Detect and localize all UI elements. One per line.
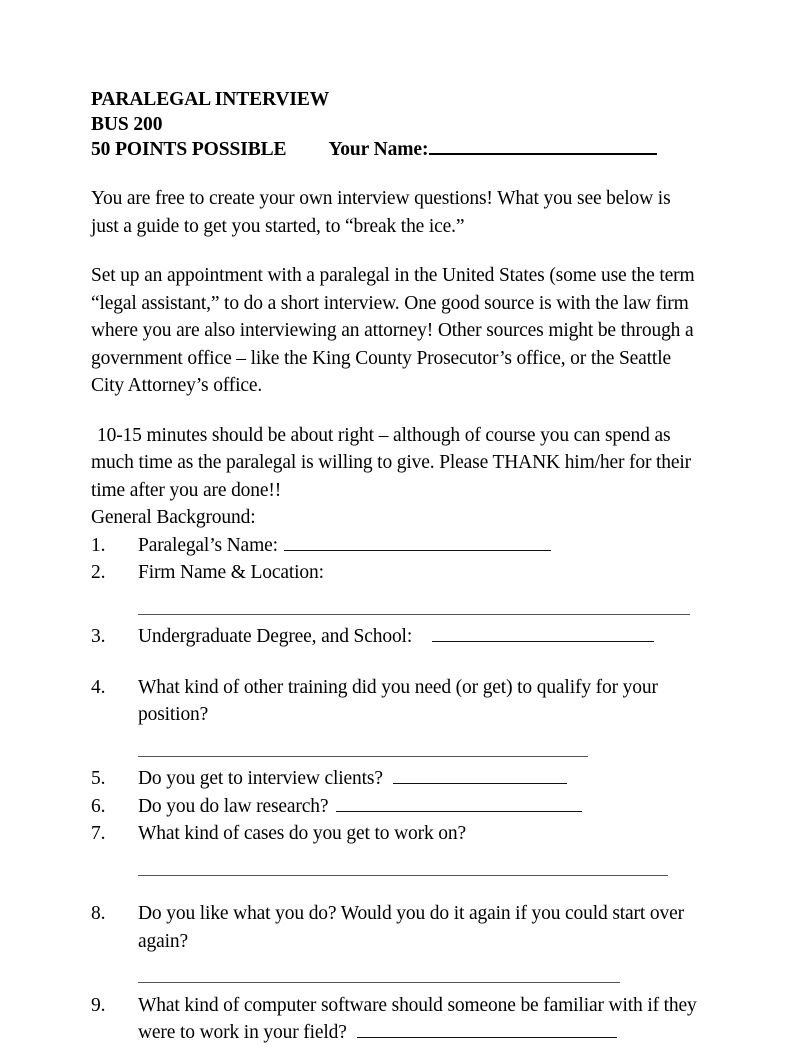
question-number: 3. [91, 626, 106, 648]
question-item-9 [91, 992, 701, 1047]
answer-blank-3[interactable] [432, 626, 654, 642]
points-and-name-row [91, 137, 701, 162]
duration-paragraph: 10-15 minutes should be about right – although of course you can spend as much time as the paralegal is willing to give. Please THANK him/her for their time after you are done!! [91, 424, 692, 501]
answer-rule-row-7 [91, 857, 701, 885]
question-text-wrap [138, 992, 701, 1047]
question-item-7 [91, 820, 701, 848]
section-heading-general-background: General Background: [91, 507, 256, 529]
document-content [91, 88, 701, 1047]
answer-blank-6[interactable] [336, 796, 582, 812]
spacer [91, 884, 701, 900]
question-text: Firm Name & Location: [138, 562, 324, 584]
spacer [91, 162, 701, 185]
question-number: 7. [91, 823, 106, 845]
question-number: 8. [91, 903, 106, 925]
course-code: BUS 200 [91, 113, 163, 135]
question-number: 5. [91, 768, 106, 790]
answer-blank-8[interactable] [138, 964, 620, 983]
question-text: What kind of cases do you get to work on? [138, 823, 466, 845]
answer-rule-row-2 [91, 596, 701, 624]
question-number: 6. [91, 795, 106, 817]
question-number: 4. [91, 676, 106, 698]
your-name-label: Your Name: [328, 138, 429, 160]
spacer [91, 587, 701, 596]
answer-rule-row-4 [91, 738, 701, 766]
question-item-1 [91, 532, 701, 560]
question-number: 1. [91, 534, 106, 556]
document-title: PARALEGAL INTERVIEW [91, 89, 330, 110]
question-text-wrap [138, 793, 701, 821]
document-header [91, 88, 701, 162]
question-item-8 [91, 900, 701, 955]
your-name-blank-field[interactable] [429, 137, 657, 155]
intro-paragraph: You are free to create your own interview questions! What you see below is just a guide to get you started, to “break the ice.” [91, 188, 671, 237]
answer-blank-5[interactable] [393, 768, 567, 784]
question-text: Do you do law research? [138, 795, 329, 817]
question-item-3 [91, 623, 701, 651]
question-item-4 [91, 674, 701, 729]
answer-blank-4[interactable] [138, 738, 588, 757]
answer-blank-9[interactable] [357, 1022, 617, 1038]
question-text: Do you get to interview clients? [138, 768, 383, 790]
question-text-wrap [138, 765, 701, 793]
question-item-2 [91, 559, 701, 587]
spacer [91, 651, 701, 674]
question-list [91, 532, 701, 1047]
question-text: Undergraduate Degree, and School: [138, 626, 413, 648]
answer-rule-row-8 [91, 964, 701, 992]
answer-blank-1[interactable] [284, 535, 551, 551]
question-text: What kind of other training did you need (or get) to qualify for your position? [138, 676, 658, 726]
question-item-5 [91, 765, 701, 793]
spacer [91, 848, 701, 857]
points-possible-label: 50 POINTS POSSIBLE [91, 138, 287, 160]
question-text-wrap [138, 532, 701, 560]
question-text-wrap [138, 623, 701, 651]
answer-blank-7[interactable] [138, 857, 668, 876]
spacer [91, 955, 701, 964]
question-text: Do you like what you do? Would you do it again if you could start over again? [138, 903, 684, 952]
question-item-6 [91, 793, 701, 821]
question-number: 9. [91, 994, 106, 1016]
question-text: What kind of computer software should someone be familiar with if they were to work in your field? [138, 994, 697, 1044]
answer-blank-2[interactable] [138, 596, 690, 615]
setup-paragraph: Set up an appointment with a paralegal in the United States (some use the term “legal assistant,” to do a short interview. One good source is with the law firm where you are also interviewing an attorney! Other sources might be through a government office – like the King County Prosecutor’s office, or the Seattle City Attorney’s office. [91, 265, 695, 397]
question-number: 2. [91, 562, 106, 584]
spacer [91, 729, 701, 738]
question-text: Paralegal’s Name: [138, 534, 278, 556]
